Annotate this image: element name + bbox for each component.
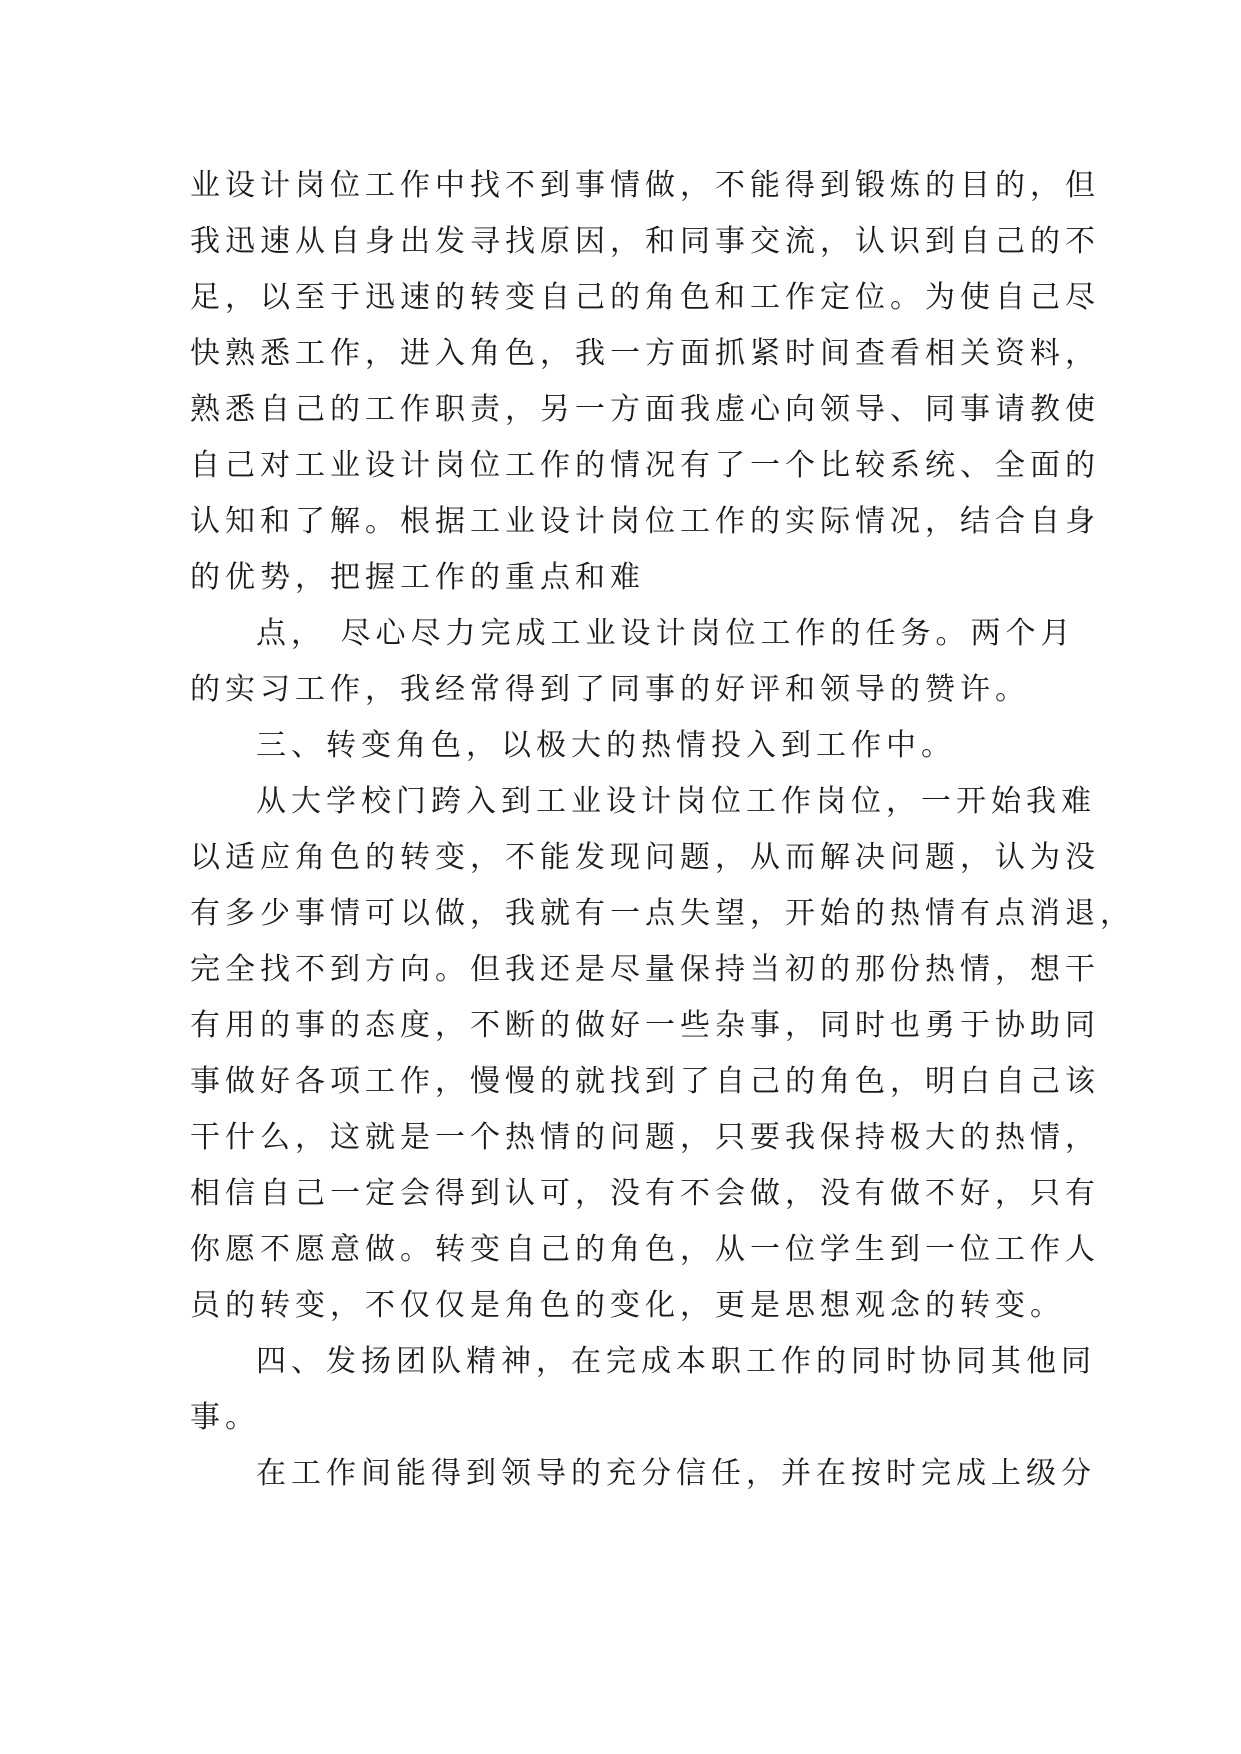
text-line: 干什么，这就是一个热情的问题，只要我保持极大的热情，	[190, 1120, 1100, 1155]
text-line: 自己对工业设计岗位工作的情况有了一个比较系统、全面的	[190, 448, 1100, 483]
text-line: 相信自己一定会得到认可，没有不会做，没有做不好，只有	[190, 1176, 1100, 1211]
text-line: 有多少事情可以做，我就有一点失望，开始的热情有点消退，	[190, 896, 1135, 931]
text-line: 以适应角色的转变，不能发现问题，从而解决问题，认为没	[190, 840, 1100, 875]
text-line: 四、发扬团队精神，在完成本职工作的同时协同其他同	[256, 1344, 1096, 1379]
text-line: 业设计岗位工作中找不到事情做，不能得到锻炼的目的，但	[190, 168, 1100, 203]
text-line: 我迅速从自身出发寻找原因，和同事交流，认识到自己的不	[190, 224, 1100, 259]
text-line: 的优势，把握工作的重点和难	[190, 560, 645, 595]
text-line: 员的转变，不仅仅是角色的变化，更是思想观念的转变。	[190, 1288, 1065, 1323]
body-text	[190, 158, 1135, 1502]
text-line: 三、转变角色，以极大的热情投入到工作中。	[256, 728, 956, 763]
text-line: 点， 尽心尽力完成工业设计岗位工作的任务。两个月	[256, 616, 1076, 651]
text-line: 快熟悉工作，进入角色，我一方面抓紧时间查看相关资料，	[190, 336, 1100, 371]
text-line: 熟悉自己的工作职责，另一方面我虚心向领导、同事请教使	[190, 392, 1100, 427]
text-line: 有用的事的态度，不断的做好一些杂事，同时也勇于协助同	[190, 1008, 1100, 1043]
text-line: 事。	[190, 1400, 260, 1435]
text-line: 你愿不愿意做。转变自己的角色，从一位学生到一位工作人	[190, 1232, 1100, 1267]
text-line: 事做好各项工作，慢慢的就找到了自己的角色，明白自己该	[190, 1064, 1100, 1099]
text-line: 足，以至于迅速的转变自己的角色和工作定位。为使自己尽	[190, 280, 1100, 315]
text-line: 在工作间能得到领导的充分信任，并在按时完成上级分	[256, 1456, 1096, 1491]
text-line: 完全找不到方向。但我还是尽量保持当初的那份热情，想干	[190, 952, 1100, 987]
text-line: 认知和了解。根据工业设计岗位工作的实际情况，结合自身	[190, 504, 1100, 539]
text-line: 的实习工作，我经常得到了同事的好评和领导的赞许。	[190, 672, 1030, 707]
text-line: 从大学校门跨入到工业设计岗位工作岗位，一开始我难	[256, 784, 1096, 819]
